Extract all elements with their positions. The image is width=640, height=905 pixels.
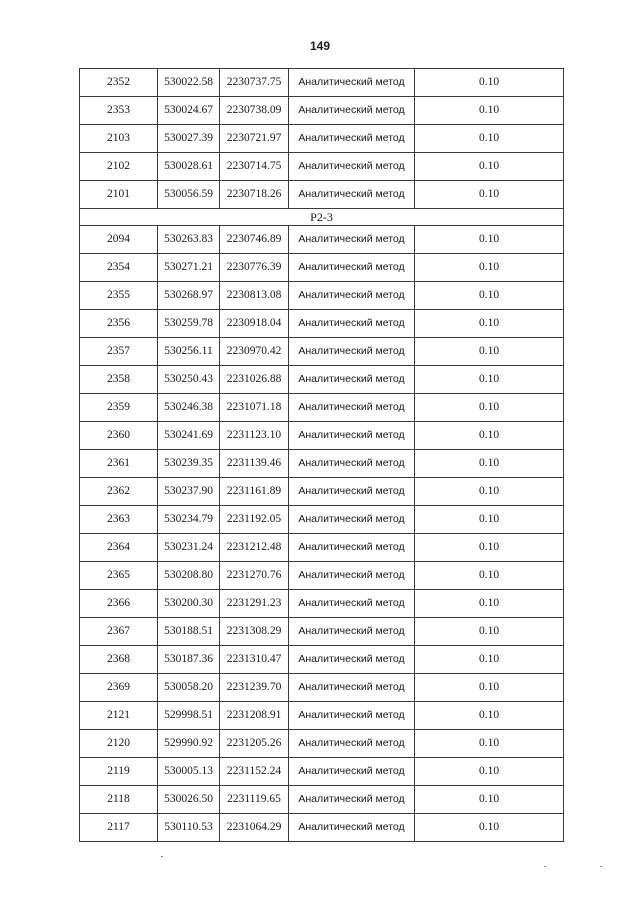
table-row bbox=[80, 758, 564, 786]
table-row bbox=[80, 181, 564, 209]
method-text: Аналитический метод bbox=[298, 400, 405, 413]
method-cell bbox=[289, 814, 415, 842]
coordinates-table-body bbox=[80, 69, 564, 842]
method-cell bbox=[289, 394, 415, 422]
point-id-cell: 2094 bbox=[80, 226, 158, 254]
x-coordinate-cell: 530208.80 bbox=[158, 562, 220, 590]
method-text: Аналитический метод bbox=[298, 540, 405, 553]
y-coordinate-cell: 2230738.09 bbox=[220, 97, 289, 125]
table-row bbox=[80, 618, 564, 646]
y-coordinate-cell: 2231161.89 bbox=[220, 478, 289, 506]
method-cell bbox=[289, 674, 415, 702]
point-id-cell: 2354 bbox=[80, 254, 158, 282]
method-text: Аналитический метод bbox=[298, 372, 405, 385]
y-coordinate-cell: 2231139.46 bbox=[220, 450, 289, 478]
point-id-cell: 2102 bbox=[80, 153, 158, 181]
accuracy-cell: 0.10 bbox=[415, 394, 564, 422]
table-row bbox=[80, 394, 564, 422]
scan-speck bbox=[161, 856, 163, 857]
point-id-cell: 2101 bbox=[80, 181, 158, 209]
table-row bbox=[80, 590, 564, 618]
point-id-cell: 2352 bbox=[80, 69, 158, 97]
y-coordinate-cell: 2230918.04 bbox=[220, 310, 289, 338]
x-coordinate-cell: 530187.36 bbox=[158, 646, 220, 674]
method-text: Аналитический метод bbox=[298, 428, 405, 441]
point-id-cell: 2117 bbox=[80, 814, 158, 842]
table-row bbox=[80, 534, 564, 562]
method-text: Аналитический метод bbox=[298, 792, 405, 805]
x-coordinate-cell: 530263.83 bbox=[158, 226, 220, 254]
y-coordinate-cell: 2230746.89 bbox=[220, 226, 289, 254]
accuracy-cell: 0.10 bbox=[415, 674, 564, 702]
accuracy-cell: 0.10 bbox=[415, 282, 564, 310]
table-row bbox=[80, 338, 564, 366]
accuracy-cell: 0.10 bbox=[415, 506, 564, 534]
point-id-cell: 2362 bbox=[80, 478, 158, 506]
accuracy-cell: 0.10 bbox=[415, 125, 564, 153]
method-cell bbox=[289, 226, 415, 254]
accuracy-cell: 0.10 bbox=[415, 534, 564, 562]
method-cell bbox=[289, 758, 415, 786]
scan-speck bbox=[600, 866, 602, 867]
x-coordinate-cell: 530239.35 bbox=[158, 450, 220, 478]
y-coordinate-cell: 2230714.75 bbox=[220, 153, 289, 181]
table-row bbox=[80, 282, 564, 310]
x-coordinate-cell: 530056.59 bbox=[158, 181, 220, 209]
method-text: Аналитический метод bbox=[298, 75, 405, 88]
table-row bbox=[80, 674, 564, 702]
accuracy-cell: 0.10 bbox=[415, 450, 564, 478]
accuracy-cell: 0.10 bbox=[415, 254, 564, 282]
accuracy-cell: 0.10 bbox=[415, 153, 564, 181]
method-cell bbox=[289, 506, 415, 534]
table-row bbox=[80, 478, 564, 506]
x-coordinate-cell: 530237.90 bbox=[158, 478, 220, 506]
method-text: Аналитический метод bbox=[298, 652, 405, 665]
x-coordinate-cell: 530246.38 bbox=[158, 394, 220, 422]
y-coordinate-cell: 2231212.48 bbox=[220, 534, 289, 562]
x-coordinate-cell: 530110.53 bbox=[158, 814, 220, 842]
y-coordinate-cell: 2231192.05 bbox=[220, 506, 289, 534]
accuracy-cell: 0.10 bbox=[415, 69, 564, 97]
method-text: Аналитический метод bbox=[298, 187, 405, 200]
y-coordinate-cell: 2231205.26 bbox=[220, 730, 289, 758]
x-coordinate-cell: 530024.67 bbox=[158, 97, 220, 125]
x-coordinate-cell: 530022.58 bbox=[158, 69, 220, 97]
accuracy-cell: 0.10 bbox=[415, 562, 564, 590]
accuracy-cell: 0.10 bbox=[415, 181, 564, 209]
method-cell bbox=[289, 153, 415, 181]
y-coordinate-cell: 2231239.70 bbox=[220, 674, 289, 702]
table-row bbox=[80, 97, 564, 125]
method-text: Аналитический метод bbox=[298, 316, 405, 329]
point-id-cell: 2358 bbox=[80, 366, 158, 394]
accuracy-cell: 0.10 bbox=[415, 590, 564, 618]
point-id-cell: 2369 bbox=[80, 674, 158, 702]
table-row bbox=[80, 814, 564, 842]
x-coordinate-cell: 530234.79 bbox=[158, 506, 220, 534]
table-row bbox=[80, 450, 564, 478]
x-coordinate-cell: 530026.50 bbox=[158, 786, 220, 814]
method-cell bbox=[289, 730, 415, 758]
page-number: 149 bbox=[309, 39, 331, 53]
x-coordinate-cell: 530250.43 bbox=[158, 366, 220, 394]
table-row bbox=[80, 153, 564, 181]
method-cell bbox=[289, 618, 415, 646]
method-cell bbox=[289, 562, 415, 590]
x-coordinate-cell: 530241.69 bbox=[158, 422, 220, 450]
table-row bbox=[80, 254, 564, 282]
accuracy-cell: 0.10 bbox=[415, 730, 564, 758]
method-cell bbox=[289, 69, 415, 97]
method-cell bbox=[289, 646, 415, 674]
method-text: Аналитический метод bbox=[298, 344, 405, 357]
method-text: Аналитический метод bbox=[298, 456, 405, 469]
method-cell bbox=[289, 282, 415, 310]
y-coordinate-cell: 2230718.26 bbox=[220, 181, 289, 209]
accuracy-cell: 0.10 bbox=[415, 478, 564, 506]
x-coordinate-cell: 530058.20 bbox=[158, 674, 220, 702]
point-id-cell: 2355 bbox=[80, 282, 158, 310]
y-coordinate-cell: 2230813.08 bbox=[220, 282, 289, 310]
method-cell bbox=[289, 338, 415, 366]
y-coordinate-cell: 2230970.42 bbox=[220, 338, 289, 366]
accuracy-cell: 0.10 bbox=[415, 814, 564, 842]
point-id-cell: 2353 bbox=[80, 97, 158, 125]
point-id-cell: 2118 bbox=[80, 786, 158, 814]
accuracy-cell: 0.10 bbox=[415, 422, 564, 450]
y-coordinate-cell: 2231270.76 bbox=[220, 562, 289, 590]
method-text: Аналитический метод bbox=[298, 260, 405, 273]
point-id-cell: 2367 bbox=[80, 618, 158, 646]
table-row bbox=[80, 562, 564, 590]
point-id-cell: 2364 bbox=[80, 534, 158, 562]
method-text: Аналитический метод bbox=[298, 103, 405, 116]
table-row bbox=[80, 69, 564, 97]
x-coordinate-cell: 530027.39 bbox=[158, 125, 220, 153]
x-coordinate-cell: 529998.51 bbox=[158, 702, 220, 730]
y-coordinate-cell: 2231310.47 bbox=[220, 646, 289, 674]
point-id-cell: 2119 bbox=[80, 758, 158, 786]
method-text: Аналитический метод bbox=[298, 484, 405, 497]
method-cell bbox=[289, 702, 415, 730]
point-id-cell: 2356 bbox=[80, 310, 158, 338]
point-id-cell: 2365 bbox=[80, 562, 158, 590]
y-coordinate-cell: 2231119.65 bbox=[220, 786, 289, 814]
accuracy-cell: 0.10 bbox=[415, 338, 564, 366]
x-coordinate-cell: 530271.21 bbox=[158, 254, 220, 282]
accuracy-cell: 0.10 bbox=[415, 226, 564, 254]
y-coordinate-cell: 2231208.91 bbox=[220, 702, 289, 730]
y-coordinate-cell: 2231071.18 bbox=[220, 394, 289, 422]
point-id-cell: 2359 bbox=[80, 394, 158, 422]
y-coordinate-cell: 2230776.39 bbox=[220, 254, 289, 282]
accuracy-cell: 0.10 bbox=[415, 618, 564, 646]
accuracy-cell: 0.10 bbox=[415, 310, 564, 338]
accuracy-cell: 0.10 bbox=[415, 702, 564, 730]
table-row bbox=[80, 506, 564, 534]
method-cell bbox=[289, 125, 415, 153]
method-cell bbox=[289, 181, 415, 209]
y-coordinate-cell: 2230721.97 bbox=[220, 125, 289, 153]
accuracy-cell: 0.10 bbox=[415, 97, 564, 125]
point-id-cell: 2366 bbox=[80, 590, 158, 618]
table-row bbox=[80, 702, 564, 730]
accuracy-cell: 0.10 bbox=[415, 758, 564, 786]
method-text: Аналитический метод bbox=[298, 736, 405, 749]
point-id-cell: 2363 bbox=[80, 506, 158, 534]
method-text: Аналитический метод bbox=[298, 288, 405, 301]
y-coordinate-cell: 2231026.88 bbox=[220, 366, 289, 394]
x-coordinate-cell: 530005.13 bbox=[158, 758, 220, 786]
y-coordinate-cell: 2230737.75 bbox=[220, 69, 289, 97]
x-coordinate-cell: 530259.78 bbox=[158, 310, 220, 338]
method-text: Аналитический метод bbox=[298, 764, 405, 777]
method-cell bbox=[289, 422, 415, 450]
method-cell bbox=[289, 534, 415, 562]
x-coordinate-cell: 530028.61 bbox=[158, 153, 220, 181]
method-text: Аналитический метод bbox=[298, 568, 405, 581]
method-text: Аналитический метод bbox=[298, 708, 405, 721]
scan-speck bbox=[544, 866, 546, 867]
x-coordinate-cell: 530200.30 bbox=[158, 590, 220, 618]
point-id-cell: 2121 bbox=[80, 702, 158, 730]
accuracy-cell: 0.10 bbox=[415, 786, 564, 814]
method-text: Аналитический метод bbox=[298, 596, 405, 609]
point-id-cell: 2368 bbox=[80, 646, 158, 674]
x-coordinate-cell: 530268.97 bbox=[158, 282, 220, 310]
section-row bbox=[80, 209, 564, 226]
method-cell bbox=[289, 786, 415, 814]
method-cell bbox=[289, 310, 415, 338]
method-cell bbox=[289, 366, 415, 394]
table-row bbox=[80, 310, 564, 338]
y-coordinate-cell: 2231123.10 bbox=[220, 422, 289, 450]
method-text: Аналитический метод bbox=[298, 159, 405, 172]
method-cell bbox=[289, 590, 415, 618]
method-cell bbox=[289, 450, 415, 478]
table-row bbox=[80, 226, 564, 254]
point-id-cell: 2361 bbox=[80, 450, 158, 478]
method-text: Аналитический метод bbox=[298, 624, 405, 637]
method-cell bbox=[289, 254, 415, 282]
y-coordinate-cell: 2231291.23 bbox=[220, 590, 289, 618]
method-cell bbox=[289, 478, 415, 506]
table-row bbox=[80, 422, 564, 450]
point-id-cell: 2357 bbox=[80, 338, 158, 366]
x-coordinate-cell: 530188.51 bbox=[158, 618, 220, 646]
accuracy-cell: 0.10 bbox=[415, 366, 564, 394]
section-label: Р2-3 bbox=[80, 209, 564, 226]
coordinates-table bbox=[79, 68, 564, 842]
x-coordinate-cell: 530231.24 bbox=[158, 534, 220, 562]
method-text: Аналитический метод bbox=[298, 232, 405, 245]
method-text: Аналитический метод bbox=[298, 820, 405, 833]
method-text: Аналитический метод bbox=[298, 680, 405, 693]
method-text: Аналитический метод bbox=[298, 131, 405, 144]
point-id-cell: 2120 bbox=[80, 730, 158, 758]
point-id-cell: 2360 bbox=[80, 422, 158, 450]
method-text: Аналитический метод bbox=[298, 512, 405, 525]
table-row bbox=[80, 786, 564, 814]
x-coordinate-cell: 530256.11 bbox=[158, 338, 220, 366]
table-row bbox=[80, 730, 564, 758]
point-id-cell: 2103 bbox=[80, 125, 158, 153]
table-row bbox=[80, 125, 564, 153]
table-row bbox=[80, 366, 564, 394]
y-coordinate-cell: 2231152.24 bbox=[220, 758, 289, 786]
table-row bbox=[80, 646, 564, 674]
y-coordinate-cell: 2231064.29 bbox=[220, 814, 289, 842]
y-coordinate-cell: 2231308.29 bbox=[220, 618, 289, 646]
accuracy-cell: 0.10 bbox=[415, 646, 564, 674]
x-coordinate-cell: 529990.92 bbox=[158, 730, 220, 758]
method-cell bbox=[289, 97, 415, 125]
